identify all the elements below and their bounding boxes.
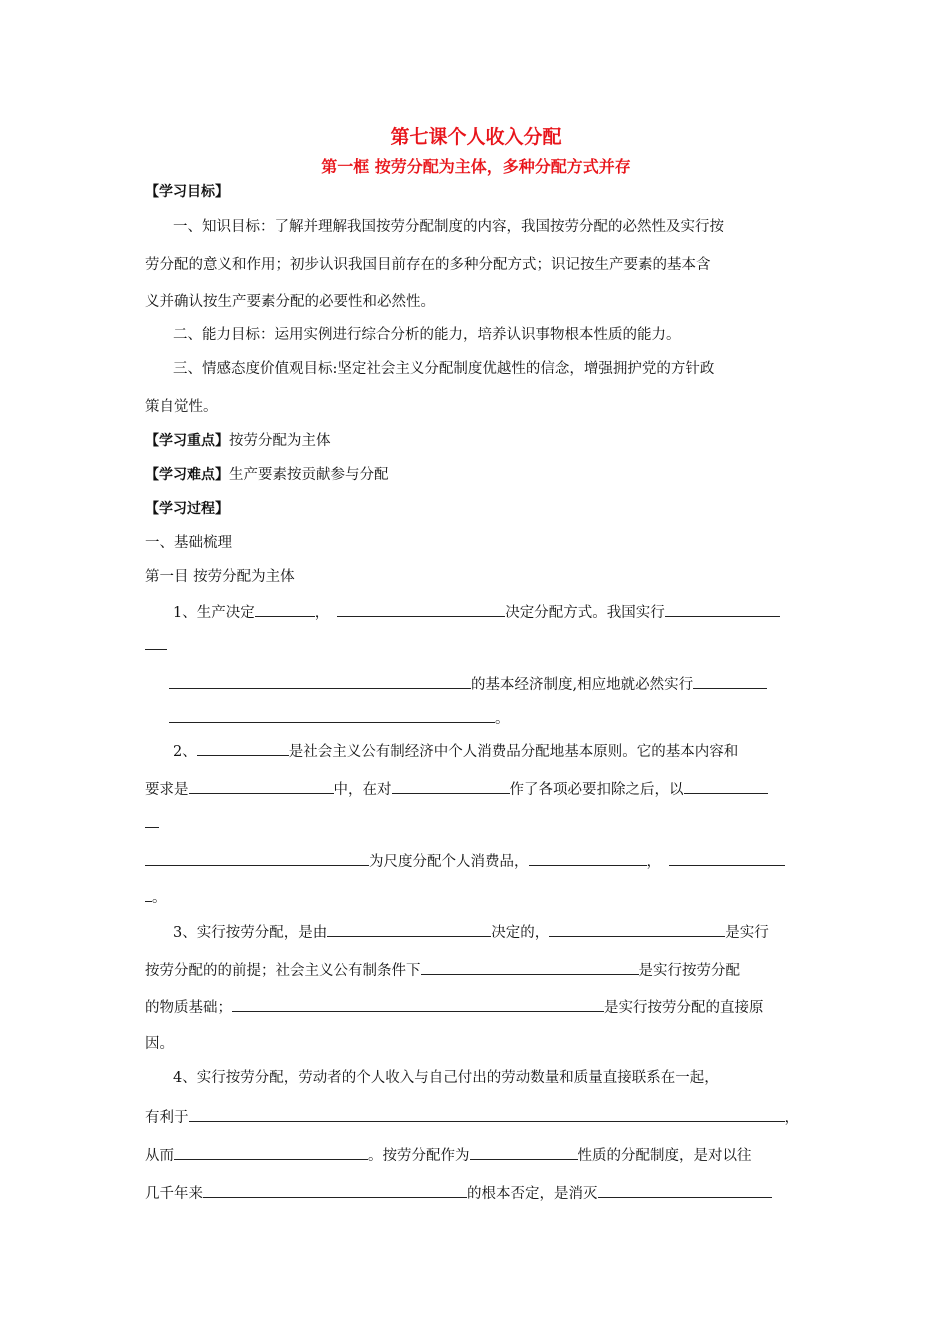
q2-line-5 bbox=[145, 886, 807, 908]
q3-text-a: 3、实行按劳分配，是由 bbox=[173, 925, 328, 941]
difficulty-row bbox=[145, 465, 807, 485]
lesson-subtitle: 第一框 按劳分配为主体，多种分配方式并存 bbox=[321, 157, 631, 176]
q1-blank-4[interactable] bbox=[169, 673, 471, 689]
q4-text-c: ， bbox=[784, 1110, 799, 1126]
q2-blank-5[interactable] bbox=[145, 850, 369, 866]
section-basics: 一、基础梳理 bbox=[145, 535, 232, 551]
q2-text-d: 中，在对 bbox=[333, 782, 392, 798]
q1-blank-2[interactable] bbox=[337, 601, 505, 617]
q4-line-2 bbox=[145, 1106, 807, 1128]
q1-line-3 bbox=[145, 673, 807, 695]
goal-1-line-2: 劳分配的意义和作用；初步认识我国目前存在的多种分配方式；识记按生产要素的基本含 bbox=[145, 257, 711, 273]
q3-line-1 bbox=[145, 921, 807, 943]
q2-line-4 bbox=[145, 850, 807, 872]
q3-line-4: 因。 bbox=[145, 1036, 174, 1052]
difficulty-text: 生产要素按贡献参与分配 bbox=[229, 467, 389, 483]
q1-blank-5[interactable] bbox=[693, 673, 767, 689]
q3-blank-3[interactable] bbox=[421, 959, 639, 975]
q1-text-d: 的基本经济制度,相应地就必然实行 bbox=[471, 677, 694, 693]
item-1-title: 第一目 按劳分配为主体 bbox=[145, 569, 295, 585]
q2-blank-2[interactable] bbox=[189, 778, 334, 794]
q1-blank-6[interactable] bbox=[169, 707, 495, 723]
q4-text-g: 几千年来 bbox=[145, 1186, 203, 1202]
goal-1-line-1: 一、知识目标：了解并理解我国按劳分配制度的内容，我国按劳分配的必然性及实行按 bbox=[173, 219, 724, 235]
q4-line-4 bbox=[145, 1182, 807, 1204]
q4-blank-2[interactable] bbox=[174, 1144, 368, 1160]
heading-process: 【学习过程】 bbox=[145, 501, 229, 517]
q2-blank-4-cont[interactable] bbox=[145, 812, 159, 828]
q3-text-g: 是实行按劳分配的直接原 bbox=[604, 1000, 764, 1016]
q3-line-2 bbox=[145, 959, 807, 981]
q2-text-f: 为尺度分配个人消费品， bbox=[369, 854, 529, 870]
key-point-text: 按劳分配为主体 bbox=[229, 433, 331, 449]
q4-line-3 bbox=[145, 1144, 807, 1166]
q4-text-h: 的根本否定，是消灭 bbox=[467, 1186, 598, 1202]
q3-blank-4[interactable] bbox=[232, 996, 604, 1012]
q4-text-d: 从而 bbox=[145, 1148, 174, 1164]
q2-blank-6[interactable] bbox=[529, 850, 647, 866]
q2-text-a: 2、 bbox=[173, 744, 197, 760]
q2-text-h: 。 bbox=[152, 890, 167, 906]
heading-difficulty: 【学习难点】 bbox=[145, 467, 229, 483]
q2-text-b: 是社会主义公有制经济中个人消费品分配地基本原则。它的基本内容和 bbox=[288, 744, 739, 760]
q3-blank-2[interactable] bbox=[549, 921, 725, 937]
q4-text-e: 。按劳分配作为 bbox=[368, 1148, 470, 1164]
goal-3-line-2: 策自觉性。 bbox=[145, 399, 218, 415]
q4-blank-1[interactable] bbox=[189, 1106, 785, 1122]
q3-text-e: 是实行按劳分配 bbox=[638, 963, 740, 979]
q2-line-3 bbox=[145, 812, 807, 834]
q1-text-a: 1、生产决定 bbox=[173, 605, 255, 621]
q3-blank-1[interactable] bbox=[327, 921, 491, 937]
q2-blank-7[interactable] bbox=[669, 850, 785, 866]
q4-text-b: 有利于 bbox=[145, 1110, 189, 1126]
heading-key: 【学习重点】 bbox=[145, 433, 229, 449]
q2-blank-1[interactable] bbox=[197, 740, 289, 756]
q2-text-e: 作了各项必要扣除之后，以 bbox=[509, 782, 684, 798]
q2-text-g: ， bbox=[646, 854, 661, 870]
heading-goals: 【学习目标】 bbox=[145, 184, 229, 200]
q1-line-2 bbox=[145, 634, 807, 656]
q1-blank-1[interactable] bbox=[255, 601, 315, 617]
lesson-title: 第七课个人收入分配 bbox=[390, 126, 562, 148]
q1-line-1 bbox=[145, 601, 807, 623]
q1-blank-3-cont[interactable] bbox=[145, 634, 167, 650]
q2-blank-7-cont[interactable] bbox=[145, 886, 152, 902]
q3-text-f: 的物质基础； bbox=[145, 1000, 232, 1016]
goal-1-line-3: 义并确认按生产要素分配的必要性和必然性。 bbox=[145, 294, 435, 310]
q1-blank-3[interactable] bbox=[665, 601, 780, 617]
goal-3-line-1: 三、情感态度价值观目标:坚定社会主义分配制度优越性的信念，增强拥护党的方针政 bbox=[173, 361, 715, 377]
q4-line-1: 4、实行按劳分配，劳动者的个人收入与自己付出的劳动数量和质量直接联系在一起， bbox=[173, 1070, 719, 1086]
goal-2: 二、能力目标：运用实例进行综合分析的能力，培养认识事物根本性质的能力。 bbox=[173, 327, 681, 343]
q2-line-1 bbox=[145, 740, 807, 762]
q1-text-e: 。 bbox=[495, 711, 510, 727]
q1-text-c: 决定分配方式。我国实行 bbox=[505, 605, 665, 621]
q1-text-b: ， bbox=[314, 605, 330, 621]
q2-blank-4[interactable] bbox=[684, 778, 768, 794]
q4-text-f: 性质的分配制度，是对以往 bbox=[577, 1148, 752, 1164]
q3-text-d: 按劳分配的的前提；社会主义公有制条件下 bbox=[145, 963, 421, 979]
q4-blank-5[interactable] bbox=[598, 1182, 772, 1198]
q2-blank-3[interactable] bbox=[392, 778, 510, 794]
q4-blank-3[interactable] bbox=[470, 1144, 578, 1160]
q4-blank-4[interactable] bbox=[203, 1182, 467, 1198]
q3-line-3 bbox=[145, 996, 807, 1018]
q2-text-c: 要求是 bbox=[145, 782, 189, 798]
key-point-row bbox=[145, 431, 807, 451]
q3-text-c: 是实行 bbox=[725, 925, 769, 941]
q2-line-2 bbox=[145, 778, 807, 800]
q3-text-b: 决定的， bbox=[491, 925, 550, 941]
q1-line-4 bbox=[145, 707, 807, 729]
